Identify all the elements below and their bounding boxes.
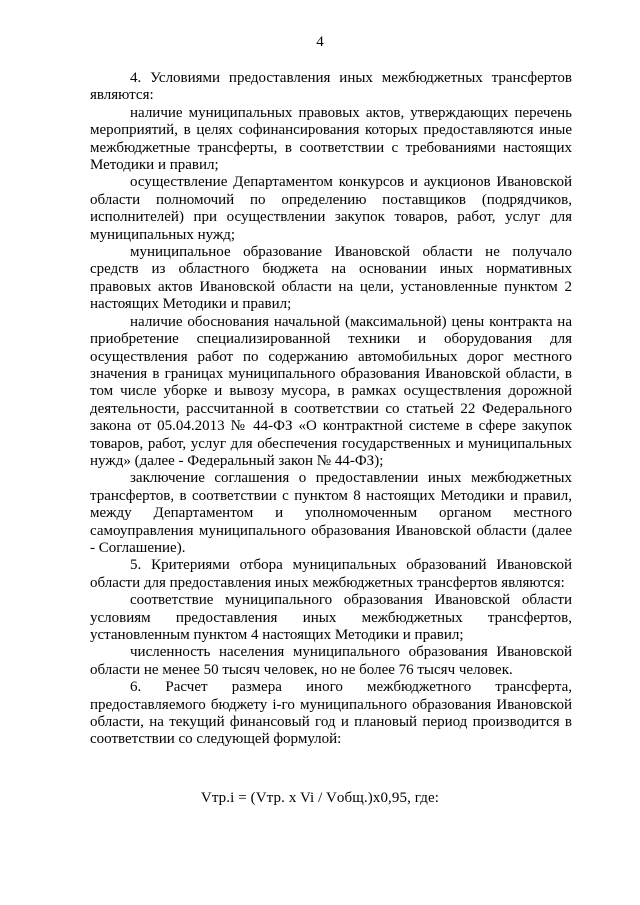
paragraph-agreement: заключение соглашения о предоставлении иных межбюджетных трансфертов, в соответствии с пунктом 8 настоящих Методики и правил, между Департаментом и уполномоченным органом местного самоуправления муниципального образования Ивановской области (далее - Соглашение). [90, 470, 572, 556]
page-number: 4 [316, 34, 324, 50]
paragraph-price-justification: наличие обоснования начальной (максимальной) цены контракта на приобретение специализированной техники и оборудования для осуществления работ по содержанию автомобильных дорог местного значения в границах муниципального образования Ивановской области, в том числе уборке и вывозу мусора, в рамках осуществления дорожной деятельности, рассчитанной в соответствии со статьей 22 Федерального закона от 05.04.2013 № 44-ФЗ «О контрактной системе в сфере закупок товаров, работ, услуг для обеспечения государственных и муниципальных нужд» (далее - Федеральный закон № 44-ФЗ); [90, 313, 572, 469]
paragraph-no-other-funds: муниципальное образование Ивановской области не получало средств из областного бюджета на основании иных нормативных правовых актов Ивановской области на цели, установленные пунктом 2 настоящих Методики и правил; [90, 244, 572, 313]
paragraph-conditions-heading: 4. Условиями предоставления иных межбюджетных трансфертов являются: [90, 70, 572, 104]
paragraph-criteria-population: численность населения муниципального образования Ивановской области не менее 50 тысяч человек, но не более 76 тысяч человек. [90, 644, 572, 678]
paragraph-criteria-compliance: соответствие муниципального образования Ивановской области условиям предоставления иных межбюджетных трансфертов, установленным пунктом 4 настоящих Методики и правил; [90, 592, 572, 643]
paragraph-legal-acts: наличие муниципальных правовых актов, утверждающих перечень мероприятий, в целях софинансирования которых предоставляются иные межбюджетные трансферты, в соответствии с требованиями настоящих Методики и правил; [90, 104, 572, 174]
paragraph-selection-criteria: 5. Критериями отбора муниципальных образований Ивановской области для предоставления иных межбюджетных трансфертов являются: [90, 557, 572, 591]
document-body [90, 70, 572, 749]
transfer-formula: Vтр.i = (Vтр. x Vi / Vобщ.)x0,95, где: [200, 790, 440, 806]
paragraph-calculation: 6. Расчет размера иного межбюджетного трансферта, предоставляемого бюджету i-го муниципального образования Ивановской области, на текущий финансовый год и плановый период производится в соответствии со следующей формулой: [90, 679, 572, 748]
paragraph-procurement-department: осуществление Департаментом конкурсов и аукционов Ивановской области полномочий по определению поставщиков (подрядчиков, исполнителей) при осуществлении закупок товаров, работ, услуг для муниципальных нужд; [90, 174, 572, 243]
